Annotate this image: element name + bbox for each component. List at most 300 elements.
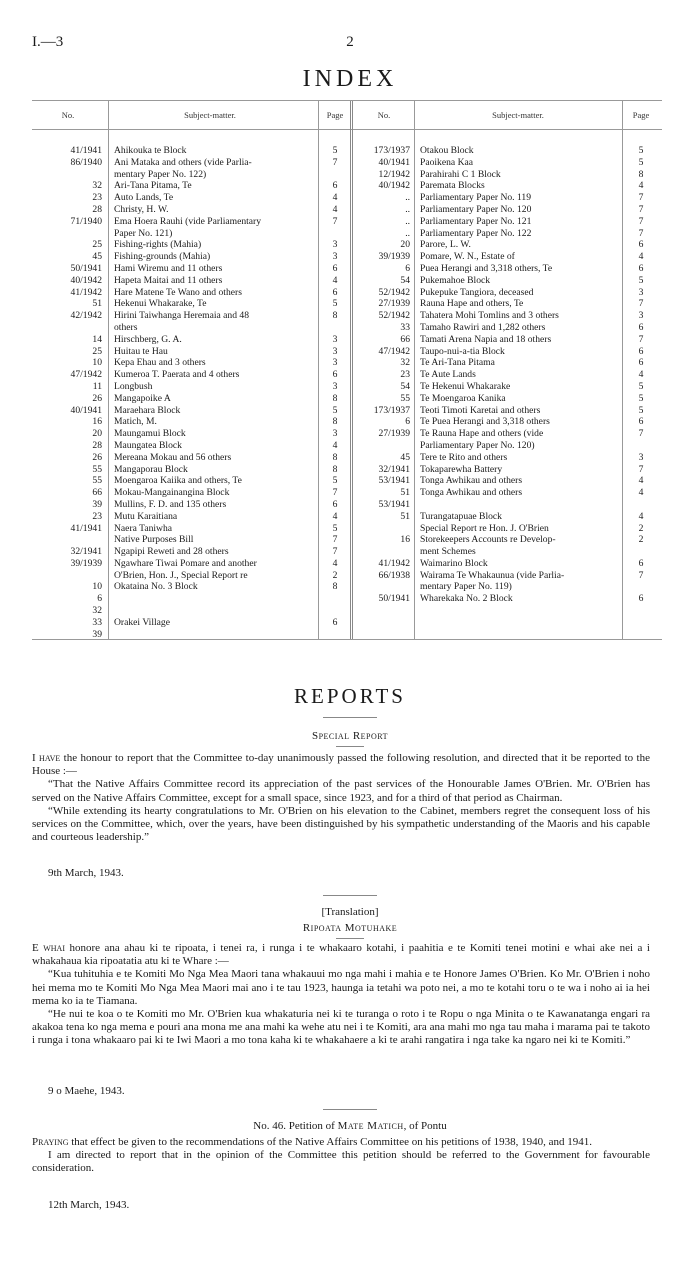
- index-left-no: 28: [92, 439, 102, 451]
- index-right-page: 5: [638, 156, 644, 168]
- translation-para-3: “He nui te koa o te Komiti mo Mr. O'Brien kua whakaturia nei ki te turanga o roto i te Ropu o nga Minita o te Kawanatanga engari ra akakoa tena ko nga mema e pouri ana mona me ana mahi ka wehe atu nei i te Komiti, ara ana mahi mo nga tau maha i marama pai te takoto i runga i tona whakaaro pai ki te Iwi Maori a mo tona kaha ki te whakahaere a ki te arahi rangatira i nga take ka ngaro nei ki te Komiti.”: [32, 1008, 650, 1047]
- index-left-no: 39/1939: [70, 557, 102, 569]
- index-left-page: 4: [332, 192, 338, 204]
- index-row: [32, 180, 662, 192]
- index-row: [32, 570, 662, 582]
- petition-para-2: I am directed to report that in the opinion of the Committee this petition should be referred to the Government for favourable consideration.: [32, 1149, 650, 1175]
- index-left-subject: Ari-Tana Pitama, Te: [114, 180, 192, 192]
- index-row: [32, 298, 662, 310]
- index-row: [32, 593, 662, 605]
- index-left-page: 4: [332, 557, 338, 569]
- index-right-no: 20: [400, 239, 410, 251]
- index-row: [32, 405, 662, 417]
- index-left-no: 11: [92, 380, 102, 392]
- index-right-subject: Te Ari-Tana Pitama: [420, 357, 495, 369]
- index-right-page: 7: [638, 333, 644, 345]
- index-right-page: 3: [638, 451, 644, 463]
- index-row: [32, 275, 662, 287]
- index-left-subject: Ema Hoera Rauhi (vide Parliamentary: [114, 215, 262, 227]
- index-row: [32, 346, 662, 358]
- translation-body: [32, 942, 650, 1048]
- index-right-no: ..: [405, 192, 410, 204]
- index-left-page: 8: [332, 392, 338, 404]
- index-left-no: 10: [92, 357, 102, 369]
- index-right-page: 2: [638, 522, 644, 534]
- index-right-no: 47/1942: [378, 345, 410, 357]
- index-right-subject: Taupo-nui-a-tia Block: [420, 345, 505, 357]
- col-header-subject-right: Subject-matter.: [492, 110, 544, 120]
- index-right-subject: Turangatapuae Block: [420, 510, 502, 522]
- index-left-subject: Mullins, F. D. and 135 others: [114, 498, 227, 510]
- index-right-no: 53/1941: [378, 498, 410, 510]
- index-row: [32, 369, 662, 381]
- index-left-no: 20: [92, 428, 102, 440]
- index-left-no: 71/1940: [70, 215, 102, 227]
- col-header-page-right: Page: [632, 110, 650, 120]
- petition-heading: [0, 1120, 700, 1132]
- index-right-no: 6: [405, 262, 410, 274]
- col-header-no-left: No.: [61, 110, 75, 120]
- index-row: [32, 499, 662, 511]
- index-right-page: 5: [638, 274, 644, 286]
- index-row: [32, 393, 662, 405]
- index-left-subject: Christy, H. W.: [114, 203, 169, 215]
- index-right-no: ..: [405, 203, 410, 215]
- index-right-no: 173/1937: [373, 404, 410, 416]
- index-right-subject: Te Rauna Hape and others (vide: [420, 428, 544, 440]
- index-left-subject: Mangaporau Block: [114, 463, 188, 475]
- index-left-page: 8: [332, 310, 338, 322]
- page-number: 2: [346, 34, 354, 50]
- index-left-subject: mentary Paper No. 122): [114, 168, 207, 180]
- index-right-subject: Pukemahoe Block: [420, 274, 491, 286]
- index-left-page: 3: [332, 428, 338, 440]
- index-left-no: 33: [92, 616, 102, 628]
- index-right-page: 5: [638, 404, 644, 416]
- divider-rule: [323, 717, 377, 718]
- index-right-no: 66: [400, 333, 410, 345]
- index-left-no: 50/1941: [70, 262, 102, 274]
- translation-heading: [Translation]: [321, 906, 379, 918]
- index-left-subject: Ngawhare Tiwai Pomare and another: [114, 557, 257, 569]
- index-right-page: 5: [638, 392, 644, 404]
- index-left-page: 3: [332, 357, 338, 369]
- index-left-subject: Fishing-grounds (Mahia): [114, 251, 211, 263]
- index-right-no: 52/1942: [378, 286, 410, 298]
- index-right-subject: Parliamentary Paper No. 120: [420, 203, 532, 215]
- index-right-subject: Wairama Te Whakaunua (vide Parlia-: [420, 569, 565, 581]
- index-left-subject: Hirschberg, G. A.: [114, 333, 182, 345]
- index-left-no: 51: [92, 298, 102, 310]
- index-right-page: 3: [638, 286, 644, 298]
- index-row: [32, 310, 662, 322]
- index-left-no: 55: [92, 475, 102, 487]
- index-left-page: 8: [332, 416, 338, 428]
- index-left-no: 40/1942: [70, 274, 102, 286]
- index-right-subject: mentary Paper No. 119): [420, 581, 512, 593]
- index-left-no: 55: [92, 463, 102, 475]
- index-right-page: 7: [638, 203, 644, 215]
- index-right-page: 5: [638, 380, 644, 392]
- divider-rule: [336, 938, 364, 939]
- index-left-subject: Huitau te Hau: [114, 345, 168, 357]
- index-row: [32, 581, 662, 593]
- index-row: [32, 334, 662, 346]
- index-left-no: 32: [92, 605, 102, 617]
- index-left-subject: Auto Lands, Te: [114, 192, 174, 204]
- index-row: [32, 239, 662, 251]
- index-left-subject: Paper No. 121): [114, 227, 173, 239]
- special-report-body: [32, 752, 650, 844]
- index-left-page: 6: [332, 286, 338, 298]
- index-right-no: 52/1942: [378, 310, 410, 322]
- index-left-subject: Okataina No. 3 Block: [114, 581, 198, 593]
- index-left-no: 25: [92, 239, 102, 251]
- index-right-page: 6: [638, 321, 644, 333]
- index-right-page: 4: [638, 475, 644, 487]
- index-left-subject: Hapeta Maitai and 11 others: [114, 274, 223, 286]
- index-left-page: 4: [332, 203, 338, 215]
- index-right-subject: Tonga Awhikau and others: [420, 487, 523, 499]
- index-right-subject: Paoikena Kaa: [420, 156, 474, 168]
- index-left-page: 5: [332, 522, 338, 534]
- index-right-subject: Otakou Block: [420, 145, 474, 156]
- index-left-no: 39: [92, 628, 102, 640]
- index-left-page: 6: [332, 262, 338, 274]
- index-right-subject: Tahatera Mohi Tomlins and 3 others: [420, 310, 559, 322]
- index-left-no: 39: [92, 498, 102, 510]
- index-right-subject: Te Moengaroa Kanika: [420, 392, 506, 404]
- index-right-subject: Rauna Hape and others, Te: [420, 298, 524, 310]
- index-right-no: 40/1941: [378, 156, 410, 168]
- index-right-subject: Pukepuke Tangiora, deceased: [420, 286, 534, 298]
- index-left-no: 25: [92, 345, 102, 357]
- index-left-page: 5: [332, 298, 338, 310]
- index-right-subject: Tamaho Rawiri and 1,282 others: [420, 321, 546, 333]
- index-right-no: 173/1937: [373, 145, 410, 156]
- index-left-subject: Mereana Mokau and 56 others: [114, 451, 232, 463]
- index-left-page: 4: [332, 510, 338, 522]
- index-left-subject: Hare Matene Te Wano and others: [114, 286, 242, 298]
- index-right-subject: Wharekaka No. 2 Block: [420, 593, 513, 605]
- lead-words: Praying: [32, 1136, 69, 1148]
- index-right-page: 5: [638, 145, 644, 156]
- index-left-page: 4: [332, 439, 338, 451]
- index-row: [32, 228, 662, 240]
- index-right-page: 4: [638, 180, 644, 192]
- index-left-page: 4: [332, 274, 338, 286]
- index-right-no: 66/1938: [378, 569, 410, 581]
- index-left-no: 16: [92, 416, 102, 428]
- index-right-no: 55: [400, 392, 410, 404]
- col-header-page-left: Page: [326, 110, 344, 120]
- index-row: [32, 251, 662, 263]
- index-left-no: 23: [92, 510, 102, 522]
- index-right-subject: Parore, L. W.: [420, 239, 471, 251]
- index-left-subject: Fishing-rights (Mahia): [114, 239, 202, 251]
- index-left-page: 5: [332, 475, 338, 487]
- index-left-subject: Longbush: [114, 380, 153, 392]
- index-row: [32, 204, 662, 216]
- index-left-subject: Kepa Ehau and 3 others: [114, 357, 206, 369]
- index-table-header: [32, 101, 662, 130]
- index-left-page: 6: [332, 616, 338, 628]
- index-left-subject: Maungatea Block: [114, 439, 182, 451]
- index-left-page: 3: [332, 251, 338, 263]
- index-right-subject: Tamati Arena Napia and 18 others: [420, 333, 552, 345]
- index-left-subject: Mutu Karaitiana: [114, 510, 178, 522]
- index-left-subject: Ngapipi Reweti and 28 others: [114, 546, 229, 558]
- index-right-subject: Parahirahi C 1 Block: [420, 168, 501, 180]
- index-row: [32, 145, 662, 157]
- index-left-page: 7: [332, 487, 338, 499]
- petitioner-name: Mate Matich: [337, 1120, 404, 1132]
- index-right-page: 6: [638, 557, 644, 569]
- special-report-para-1: [32, 752, 650, 778]
- index-left-page: 8: [332, 581, 338, 593]
- index-left-no: 26: [92, 392, 102, 404]
- index-right-subject: Parliamentary Paper No. 119: [420, 192, 532, 204]
- index-left-page: 3: [332, 345, 338, 357]
- translation-para-1: [32, 942, 650, 968]
- index-left-no: 28: [92, 203, 102, 215]
- index-left-subject: Matich, M.: [114, 416, 157, 428]
- index-left-page: 2: [332, 569, 338, 581]
- index-left-subject: Hirini Taiwhanga Heremaia and 48: [114, 310, 250, 322]
- index-right-subject: Puea Herangi and 3,318 others, Te: [420, 262, 553, 274]
- index-row: [32, 381, 662, 393]
- index-left-page: 3: [332, 239, 338, 251]
- index-left-no: 40/1941: [70, 404, 102, 416]
- index-left-page: 8: [332, 463, 338, 475]
- index-row: [32, 605, 662, 617]
- index-row: [32, 546, 662, 558]
- index-left-subject: Mokau-Mangainangina Block: [114, 487, 230, 499]
- index-row: [32, 629, 662, 641]
- index-right-page: 7: [638, 428, 644, 440]
- index-right-page: 7: [638, 192, 644, 204]
- index-left-page: 5: [332, 145, 338, 156]
- index-left-page: 5: [332, 404, 338, 416]
- index-left-no: 86/1940: [70, 156, 102, 168]
- index-right-subject: Tere te Rito and others: [420, 451, 508, 463]
- petition-date: 12th March, 1943.: [48, 1199, 130, 1211]
- index-row: [32, 558, 662, 570]
- index-left-no: 6: [97, 593, 102, 605]
- index-left-no: 66: [92, 487, 102, 499]
- special-report-para-2: “That the Native Affairs Committee record its appreciation of the past services of the Honourable James O'Brien. Mr. O'Brien has served on the Native Affairs Committee, except for a small space, since 1923, and for a third of that period as Chairman.: [32, 778, 650, 804]
- col-header-subject-left: Subject-matter.: [184, 110, 236, 120]
- index-right-no: 32: [400, 357, 410, 369]
- index-right-page: 7: [638, 463, 644, 475]
- index-left-page: 7: [332, 534, 338, 546]
- divider-rule: [336, 746, 364, 747]
- index-right-page: 7: [638, 227, 644, 239]
- index-right-subject: Special Report re Hon. J. O'Brien: [420, 522, 549, 534]
- index-left-page: 7: [332, 215, 338, 227]
- petition-body: [32, 1136, 650, 1176]
- index-right-no: 39/1939: [378, 251, 410, 263]
- index-left-subject: others: [114, 321, 138, 333]
- index-left-page: 3: [332, 333, 338, 345]
- index-right-subject: ment Schemes: [420, 546, 476, 558]
- index-row: [32, 192, 662, 204]
- index-row: [32, 416, 662, 428]
- index-right-subject: Parliamentary Paper No. 122: [420, 227, 532, 239]
- divider-rule: [323, 895, 377, 896]
- reports-title: REPORTS: [294, 684, 406, 708]
- index-right-subject: Parliamentary Paper No. 120): [420, 439, 535, 451]
- index-row: [32, 428, 662, 440]
- index-left-no: 32/1941: [70, 546, 102, 558]
- para-text: the honour to report that the Committee to-day unanimously passed the following resolution, and directed that it be reported to the House :—: [32, 752, 650, 778]
- index-right-page: 7: [638, 298, 644, 310]
- lead-words: I have: [32, 752, 61, 764]
- index-right-page: 4: [638, 510, 644, 522]
- para-text: that effect be given to the recommendations of the Native Affairs Committee on his petitions of 1938, 1940, and 1941.: [68, 1136, 593, 1148]
- index-right-page: 6: [638, 357, 644, 369]
- index-left-subject: Kumeroa T. Paerata and 4 others: [114, 369, 240, 381]
- index-left-no: 32: [92, 180, 102, 192]
- index-row: [32, 322, 662, 334]
- special-report-para-3: “While extending its hearty congratulations to Mr. O'Brien on his elevation to the Cabinet, members regret the consequent loss of his services on the Committee, which, over the years, have been distinguished by his sympathetic understanding of the Maoris and his capable and courteous leadership.”: [32, 804, 650, 844]
- translation-date: 9 o Maehe, 1943.: [48, 1085, 125, 1097]
- index-row: [32, 357, 662, 369]
- index-rows: [32, 145, 662, 640]
- index-left-subject: Naera Taniwha: [114, 522, 173, 534]
- index-left-subject: Ahikouka te Block: [114, 145, 187, 156]
- index-right-no: ..: [405, 227, 410, 239]
- index-left-subject: Mangapoike A: [114, 392, 171, 404]
- index-left-no: 42/1942: [70, 310, 102, 322]
- index-left-subject: Hami Wiremu and 11 others: [114, 262, 223, 274]
- index-row: [32, 534, 662, 546]
- index-right-page: 2: [638, 534, 644, 546]
- index-left-no: 45: [92, 251, 102, 263]
- index-right-no: ..: [405, 215, 410, 227]
- index-right-page: 3: [638, 310, 644, 322]
- index-right-page: 7: [638, 215, 644, 227]
- index-right-subject: Storekeepers Accounts re Develop-: [420, 534, 556, 546]
- index-right-no: 51: [400, 510, 410, 522]
- index-right-subject: Tokaparewha Battery: [420, 463, 503, 475]
- index-row: [32, 440, 662, 452]
- index-left-no: 41/1941: [70, 145, 102, 156]
- translation-subheading: Ripoata Motuhake: [302, 922, 398, 934]
- special-report-date: 9th March, 1943.: [48, 867, 124, 879]
- translation-para-2: “Kua tuhituhia e te Komiti Mo Nga Mea Maori tana whakauui mo nga mahi i mahia e te Honore James O'Brien. Ko Mr. O'Brien i noho hei mema mo te Komiti Mo Nga Mea Maori mai ano i te tau 1923, haunga ia tetahi wa poto nei, a mo te kotahi toru o te wa i noho ai ia hei mema ko ia te Tiamana.: [32, 968, 650, 1007]
- index-right-page: 4: [638, 369, 644, 381]
- index-row: [32, 287, 662, 299]
- index-row: [32, 523, 662, 535]
- index-table: [32, 100, 662, 640]
- index-right-no: 23: [400, 369, 410, 381]
- index-left-no: 14: [92, 333, 102, 345]
- index-right-no: 54: [400, 274, 410, 286]
- index-right-subject: Tonga Awhikau and others: [420, 475, 523, 487]
- index-left-no: 23: [92, 192, 102, 204]
- index-right-no: 27/1939: [378, 428, 410, 440]
- index-right-page: 4: [638, 251, 644, 263]
- index-right-subject: Te Hekenui Whakarake: [420, 380, 511, 392]
- index-left-page: 3: [332, 380, 338, 392]
- index-left-page: 7: [332, 156, 338, 168]
- lead-words: E whai: [32, 942, 65, 954]
- index-title: INDEX: [302, 66, 398, 92]
- index-right-page: 6: [638, 239, 644, 251]
- index-left-no: 10: [92, 581, 102, 593]
- index-right-subject: Te Puea Herangi and 3,318 others: [420, 416, 550, 428]
- index-right-subject: Teoti Timoti Karetai and others: [420, 404, 541, 416]
- index-right-no: 12/1942: [378, 168, 410, 180]
- index-right-no: 51: [400, 487, 410, 499]
- petition-heading-prefix: No. 46. Petition of: [253, 1120, 338, 1132]
- index-right-page: 8: [638, 168, 644, 180]
- col-header-no-right: No.: [377, 110, 391, 120]
- index-right-page: 6: [638, 416, 644, 428]
- index-left-subject: Moengaroa Kaiika and others, Te: [114, 475, 242, 487]
- index-row: [32, 157, 662, 169]
- index-left-subject: Ani Mataka and others (vide Parlia-: [114, 156, 252, 168]
- index-right-no: 41/1942: [378, 557, 410, 569]
- index-left-page: 7: [332, 546, 338, 558]
- index-right-no: 54: [400, 380, 410, 392]
- index-right-no: 33: [400, 321, 410, 333]
- index-row: [32, 464, 662, 476]
- index-right-no: 45: [400, 451, 410, 463]
- index-right-subject: Parliamentary Paper No. 121: [420, 215, 532, 227]
- special-report-heading: Special Report: [311, 730, 389, 742]
- index-left-subject: Orakei Village: [114, 616, 170, 628]
- index-right-page: 7: [638, 569, 644, 581]
- index-row: [32, 475, 662, 487]
- petition-heading-suffix: , of Pontu: [403, 1120, 447, 1132]
- index-right-no: 50/1941: [378, 593, 410, 605]
- index-left-subject: Maraehara Block: [114, 404, 181, 416]
- index-right-page: 6: [638, 345, 644, 357]
- index-right-no: 32/1941: [378, 463, 410, 475]
- index-left-no: 41/1941: [70, 522, 102, 534]
- index-left-no: 41/1942: [70, 286, 102, 298]
- index-left-page: 6: [332, 369, 338, 381]
- index-right-page: 4: [638, 487, 644, 499]
- index-right-subject: Waimarino Block: [420, 557, 488, 569]
- index-left-no: 26: [92, 451, 102, 463]
- index-right-no: 40/1942: [378, 180, 410, 192]
- index-right-no: 27/1939: [378, 298, 410, 310]
- index-left-subject: Native Purposes Bill: [114, 534, 194, 546]
- index-row: [32, 487, 662, 499]
- index-left-subject: Hekenui Whakarake, Te: [114, 298, 207, 310]
- index-row: [32, 169, 662, 181]
- index-left-page: 6: [332, 498, 338, 510]
- index-right-subject: Pomare, W. N., Estate of: [420, 251, 515, 263]
- index-right-subject: Te Aute Lands: [420, 369, 476, 381]
- index-row: [32, 511, 662, 523]
- index-left-page: 6: [332, 180, 338, 192]
- index-left-subject: O'Brien, Hon. J., Special Report re: [114, 569, 248, 581]
- index-left-subject: Maungamui Block: [114, 428, 186, 440]
- page-reference: I.—3: [32, 34, 64, 50]
- index-right-no: 16: [400, 534, 410, 546]
- index-right-no: 6: [405, 416, 410, 428]
- para-text: honore ana ahau ki te ripoata, i tenei ra, i runga i te whakaaro kotahi, i paahitia e te Komiti tenei motini e whai ake nei a i whakahaua kia ripoatatia atu ki te Whare :—: [32, 942, 650, 968]
- index-row: [32, 263, 662, 275]
- index-left-no: 47/1942: [70, 369, 102, 381]
- divider-rule: [323, 1109, 377, 1110]
- index-right-subject: Paremata Blocks: [420, 180, 485, 192]
- index-row: [32, 617, 662, 629]
